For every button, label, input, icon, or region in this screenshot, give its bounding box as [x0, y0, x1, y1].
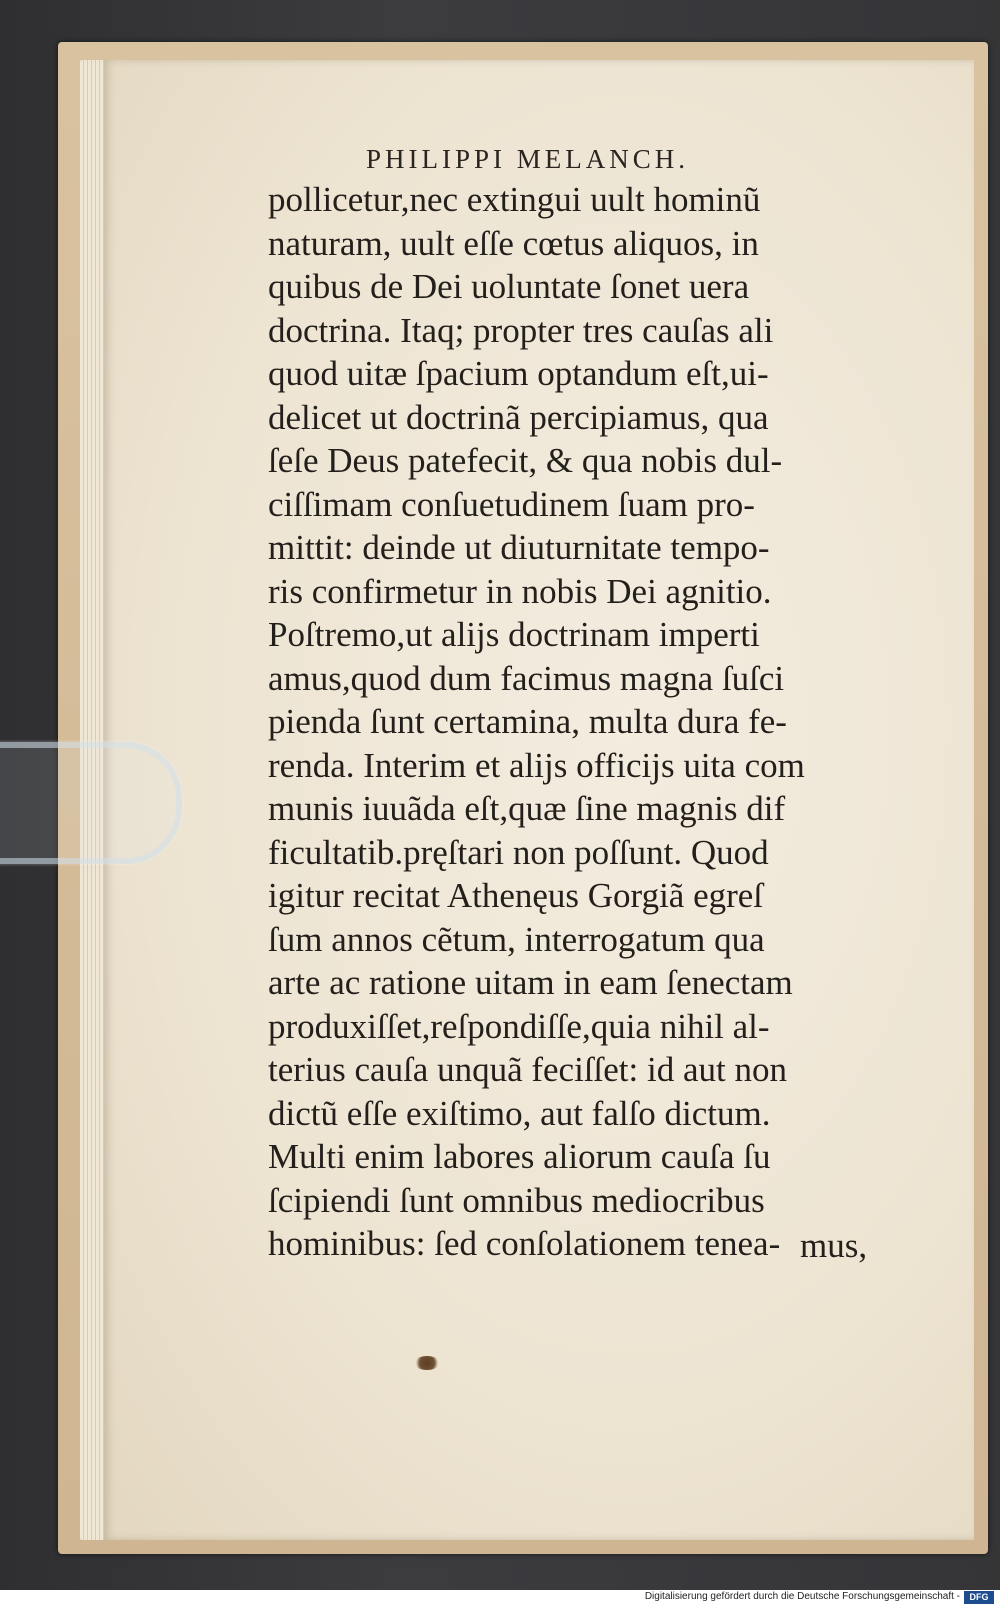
text-line: ris confirmetur in nobis Dei agnitio.	[268, 571, 772, 611]
text-line: Poſtremo,ut alijs doctrinam imperti	[268, 615, 760, 654]
bookmark-clip-icon	[0, 742, 182, 864]
text-line: ficultatib.pręſtari non poſſunt. Quod	[268, 832, 769, 872]
text-line: hominibus: ſed conſolationem tenea-	[268, 1224, 781, 1263]
text-line: pienda ſunt certamina, multa dura fe-	[268, 702, 787, 741]
text-line: quod uitæ ſpacium optandum eſt,ui-	[268, 354, 769, 393]
text-line: ſcipiendi ſunt omnibus mediocribus	[268, 1180, 765, 1220]
text-line: ſum annos cẽtum, interrogatum qua	[268, 919, 765, 959]
text-line: igitur recitat Athenęus Gorgiã egreſ	[268, 876, 764, 915]
text-line: produxiſſet,reſpondiſſe,quia nihil al-	[268, 1006, 770, 1046]
funding-credit: Digitalisierung gefördert durch die Deutsche Forschungsgemeinschaft -	[644, 1591, 960, 1602]
text-line: pollicetur,nec extingui uult hominũ	[268, 180, 761, 219]
text-line: doctrina. Itaq; propter tres cauſas ali	[268, 310, 774, 350]
text-line: terius cauſa unquã feciſſet: id aut non	[268, 1050, 787, 1089]
text-line: quibus de Dei uoluntate ſonet uera	[268, 267, 750, 306]
text-line: dictũ eſſe exiſtimo, aut falſo dictum.	[268, 1093, 771, 1133]
text-line: ſeſe Deus patefecit, & qua nobis dul-	[268, 441, 783, 480]
ink-stain	[414, 1356, 440, 1370]
text-line: mittit: deinde ut diuturnitate tempo-	[268, 528, 770, 567]
dfg-logo: DFG	[964, 1591, 994, 1604]
running-head: PHILIPPI MELANCH.	[366, 144, 690, 174]
text-line: arte ac ratione uitam in eam ſenectam	[268, 963, 793, 1002]
text-line: renda. Interim et alijs officijs uita com	[268, 745, 805, 785]
text-line: delicet ut doctrinã percipiamus, qua	[268, 397, 769, 437]
text-line: ciſſimam conſuetudinem ſuam pro-	[268, 484, 755, 524]
body-text	[268, 178, 888, 1266]
text-line: Multi enim labores aliorum cauſa ſu	[268, 1137, 771, 1176]
catchword: mus,	[800, 1226, 868, 1265]
text-line: amus,quod dum facimus magna ſuſci	[268, 658, 785, 698]
text-line: naturam, uult eſſe cœtus aliquos, in	[268, 223, 759, 263]
text-line: munis iuuãda eſt,quæ ſine magnis dif	[268, 789, 786, 828]
